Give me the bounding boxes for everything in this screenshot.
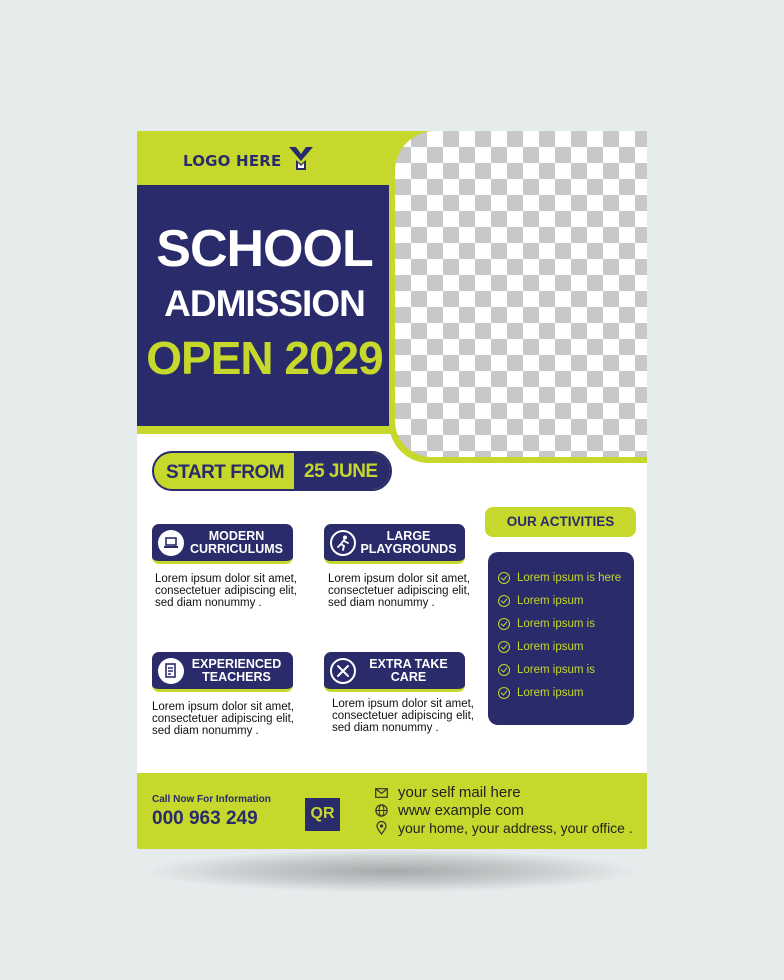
feature-title: EXPERIENCED TEACHERS bbox=[191, 657, 282, 684]
check-icon bbox=[498, 687, 510, 699]
activities-list bbox=[488, 552, 634, 725]
runner-icon bbox=[330, 530, 356, 556]
activity-item: Lorem ipsum is bbox=[498, 664, 595, 676]
headline-school: SCHOOL bbox=[156, 220, 373, 278]
logo-mark-icon bbox=[287, 145, 315, 173]
feature-text: Lorem ipsum dolor sit amet, consectetuer adipiscing elit, sed diam nonummy . bbox=[328, 573, 470, 609]
footer-bar bbox=[137, 773, 647, 849]
qr-code: QR bbox=[305, 798, 340, 831]
feature-title: MODERN CURRICULUMS bbox=[189, 529, 284, 556]
feature-badge-care bbox=[324, 652, 465, 692]
call-label: Call Now For Information bbox=[152, 794, 271, 805]
check-icon bbox=[498, 572, 510, 584]
feature-badge-curriculums bbox=[152, 524, 293, 564]
check-icon bbox=[498, 595, 510, 607]
activity-item: Lorem ipsum is here bbox=[498, 572, 621, 584]
activity-item: Lorem ipsum bbox=[498, 641, 583, 653]
activities-header: OUR ACTIVITIES bbox=[485, 507, 636, 537]
location-pin-icon bbox=[374, 821, 388, 835]
headline-admission: ADMISSION bbox=[164, 283, 365, 324]
feature-title: EXTRA TAKE CARE bbox=[369, 657, 448, 684]
activity-item: Lorem ipsum bbox=[498, 687, 583, 699]
contact-email bbox=[374, 784, 521, 801]
contact-address bbox=[374, 820, 633, 836]
document-pen-icon bbox=[158, 658, 184, 684]
mail-icon bbox=[374, 786, 388, 800]
photo-placeholder bbox=[395, 131, 647, 457]
feature-text: Lorem ipsum dolor sit amet, consectetuer adipiscing elit, sed diam nonummy . bbox=[152, 701, 294, 737]
feature-badge-teachers bbox=[152, 652, 293, 692]
address-text: your home, your address, your office . bbox=[398, 820, 633, 836]
logo-text: LOGO HERE bbox=[183, 152, 282, 170]
admission-flyer bbox=[137, 131, 647, 849]
phone-number: 000 963 249 bbox=[152, 808, 258, 829]
activity-item: Lorem ipsum is bbox=[498, 618, 595, 630]
globe-icon bbox=[374, 804, 388, 818]
check-icon bbox=[498, 618, 510, 630]
start-label: START FROM bbox=[166, 462, 285, 483]
start-date: 25 JUNE bbox=[294, 453, 392, 489]
headline-open-year: OPEN 2029 bbox=[146, 332, 383, 384]
flyer-shadow bbox=[150, 850, 634, 892]
website-text: www example com bbox=[398, 802, 524, 819]
email-text: your self mail here bbox=[398, 784, 521, 801]
activity-item: Lorem ipsum bbox=[498, 595, 583, 607]
feature-text: Lorem ipsum dolor sit amet, consectetuer adipiscing elit, sed diam nonummy . bbox=[332, 698, 474, 734]
check-icon bbox=[498, 641, 510, 653]
headline-strip bbox=[137, 426, 392, 434]
laptop-icon bbox=[158, 530, 184, 556]
feature-text: Lorem ipsum dolor sit amet, consectetuer adipiscing elit, sed diam nonummy . bbox=[155, 573, 297, 609]
tools-icon bbox=[330, 658, 356, 684]
contact-website bbox=[374, 802, 524, 819]
feature-badge-playgrounds bbox=[324, 524, 465, 564]
check-icon bbox=[498, 664, 510, 676]
feature-title: LARGE PLAYGROUNDS bbox=[360, 529, 457, 556]
start-date-badge bbox=[152, 451, 392, 491]
